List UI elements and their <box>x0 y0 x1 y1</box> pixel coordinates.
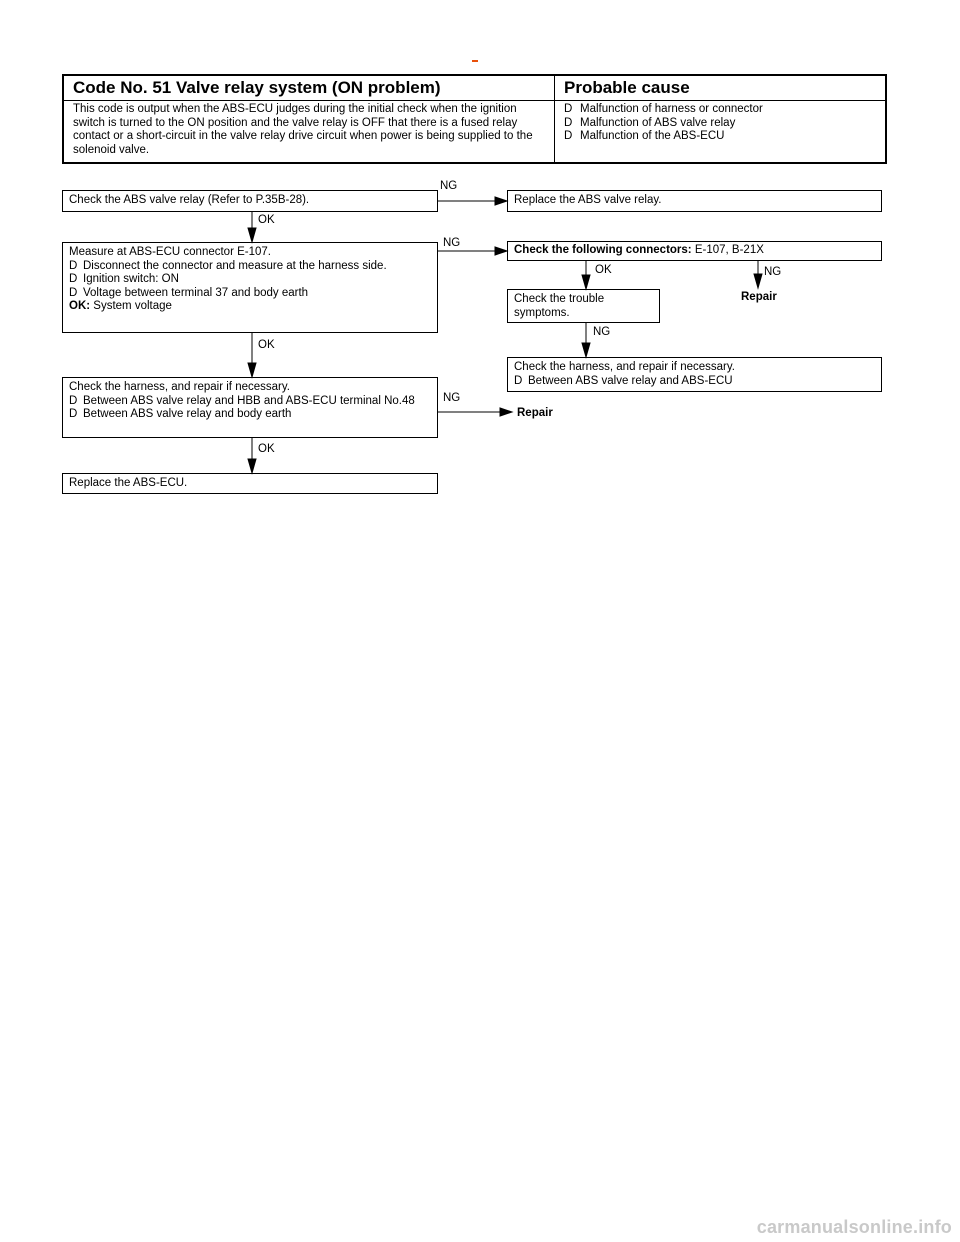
ok-label: OK <box>258 443 275 455</box>
ng-label: NG <box>443 237 461 249</box>
measure-item: D Ignition switch: ON <box>69 273 431 287</box>
trouble-text: Check the trouble symptoms. <box>514 293 605 319</box>
harness-ecu-title: Check the harness, and repair if necessary. <box>514 361 735 373</box>
arrow-head <box>495 197 507 205</box>
arrow-head <box>754 274 762 288</box>
measure-item: D Voltage between terminal 37 and body earth <box>69 287 431 301</box>
repair-label: Repair <box>741 291 777 303</box>
replace-ecu-text: Replace the ABS-ECU. <box>69 477 188 489</box>
arrow-head <box>582 275 590 289</box>
measure-title: Measure at ABS-ECU connector E-107. <box>69 246 271 258</box>
ok-label: OK <box>258 214 275 226</box>
ok-criteria-label: OK: <box>69 300 91 312</box>
repair-label: Repair <box>517 407 553 419</box>
cause-item: D Malfunction of the ABS-ECU <box>564 130 876 144</box>
probable-cause-title: Probable cause <box>555 75 887 101</box>
arrow-head <box>500 408 512 416</box>
measure-item: D Disconnect the connector and measure at the harness side. <box>69 260 431 274</box>
connectors-label: Check the following connectors: <box>514 244 692 256</box>
cause-item: D Malfunction of ABS valve relay <box>564 117 876 131</box>
ng-label: NG <box>764 266 782 278</box>
ok-criteria-value: System voltage <box>93 300 172 312</box>
ng-label: NG <box>443 392 461 404</box>
arrow-head <box>495 247 507 255</box>
arrow-head <box>248 363 256 377</box>
connectors-value: E-107, B-21X <box>694 244 764 256</box>
step-replace-valve-relay-text: Replace the ABS valve relay. <box>514 194 662 206</box>
ok-label: OK <box>258 339 275 351</box>
cause-item: D Malfunction of harness or connector <box>564 103 876 117</box>
step-check-valve-relay-text: Check the ABS valve relay (Refer to P.35B-28). <box>69 194 310 206</box>
harness-hbb-item: D Between ABS valve relay and HBB and ABS-ECU terminal No.48 <box>69 395 431 409</box>
arrow-head <box>248 228 256 242</box>
ng-label: NG <box>440 180 458 192</box>
ng-label: NG <box>593 326 611 338</box>
code-title: Code No. 51 Valve relay system (ON problem) <box>63 75 555 101</box>
ok-label: OK <box>595 264 612 276</box>
footer-watermark: carmanualsonline.info <box>756 1217 952 1237</box>
harness-hbb-item: D Between ABS valve relay and body earth <box>69 408 431 422</box>
arrow-head <box>582 343 590 357</box>
harness-hbb-title: Check the harness, and repair if necessary. <box>69 381 290 393</box>
code-description: This code is output when the ABS-ECU judges during the initial check when the ignition switch is turned to the ON position and the valve relay is OFF that there is a fused relay contact or a short-circuit in the valve relay drive circuit when power is being supplied to the solenoid valve. <box>63 101 555 164</box>
arrow-head <box>248 459 256 473</box>
harness-ecu-item: D Between ABS valve relay and ABS-ECU <box>514 375 875 389</box>
